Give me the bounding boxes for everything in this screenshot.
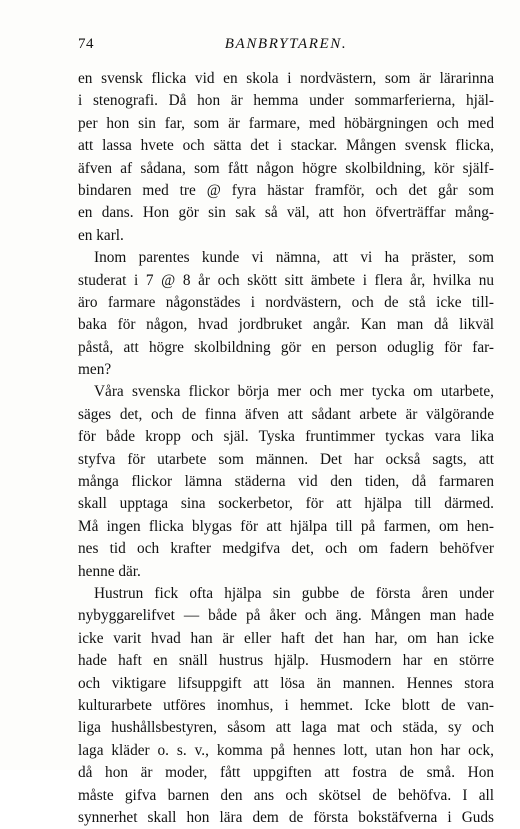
body-text (78, 68, 494, 829)
text-line: äfven af sådana, som fått någon högre skolbildning, kör själf- (78, 159, 494, 177)
text-line: hade haft en snäll hustrus hjälp. Husmodern har en större (78, 652, 494, 670)
text-line: per hon sin far, som är farmare, med höbärgningen och med (78, 114, 494, 132)
text-line: en dans. Hon gör sin sak så väl, att hon öfverträffar mång- (78, 204, 494, 222)
text-line: en karl. (78, 226, 124, 244)
text-line: nes tid och krafter medgifva det, och om fadern behöfver (78, 540, 494, 558)
text-line: för både kropp och själ. Tyska fruntimmer tyckas vara lika (78, 428, 494, 446)
text-line: liga hushållsbestyren, såsom att laga mat och städa, sy och (78, 719, 494, 737)
text-line: icke varit hvad han är eller haft det han har, om han icke (78, 629, 494, 647)
text-line: laga kläder o. s. v., komma på hennes lott, utan hon har ock, (78, 741, 494, 759)
text-line: äro farmare någonstädes i nordvästern, och de stå icke till- (78, 293, 494, 311)
text-line: kulturarbete utföres inomhus, i hemmet. Icke blott de van- (78, 696, 494, 714)
text-line: skall upptaga sina sockerbetor, för att hjälpa till därmed. (78, 495, 494, 513)
text-line: då hon är moder, fått uppgiften att fostra de små. Hon (78, 764, 494, 782)
running-head: BANBRYTAREN. (224, 36, 348, 52)
page-number: 74 (78, 36, 94, 52)
text-line: Inom parentes kunde vi nämna, att vi ha präster, som (94, 249, 494, 267)
text-line: Må ingen flicka blygas för att hjälpa till på farmen, om hen- (78, 517, 494, 535)
text-line: många flickor lämna städerna vid den tiden, då farmaren (78, 473, 494, 491)
text-line: måste gifva barnen den ans och skötsel de behöfva. I all (78, 786, 494, 804)
text-line: bindaren med tre @ fyra hästar framför, och det går som (78, 181, 494, 199)
text-line: påstå, att högre skolbildning gör en person oduglig för far- (78, 338, 494, 356)
text-line: en svensk flicka vid en skola i nordvästern, som är lärarinna (78, 70, 494, 87)
text-line: i stenografi. Då hon är hemma under sommarferierna, hjäl- (78, 92, 494, 110)
text-line: baka för någon, hvad jordbruket angår. Kan man då likväl (78, 316, 494, 334)
text-line: att lassa hvete och sätta det i stackar. Mången svensk flicka, (78, 137, 494, 155)
text-line: nybyggarelifvet — både på åker och äng. Mången man hade (78, 607, 494, 625)
text-line: henne där. (78, 562, 141, 580)
text-line: styfva för utarbete som männen. Det har också sagts, att (78, 450, 494, 468)
text-line: synnerhet skall hon lära dem de första bokstäfverna i Guds (78, 808, 494, 826)
text-line: men? (78, 361, 112, 379)
text-line: Hustrun fick ofta hjälpa sin gubbe de första åren under (94, 584, 494, 602)
text-line: säges det, och de finna äfven att sådant arbete är välgörande (78, 405, 494, 423)
text-line: och viktigare lifsuppgift att lösa än mannen. Hennes stora (78, 674, 494, 692)
text-line: studerat i 7 @ 8 år och skött sitt ämbete i flera år, hvilka nu (78, 271, 494, 289)
text-line: Våra svenska flickor börja mer och mer tycka om utarbete, (94, 383, 494, 401)
page-header (78, 36, 494, 58)
